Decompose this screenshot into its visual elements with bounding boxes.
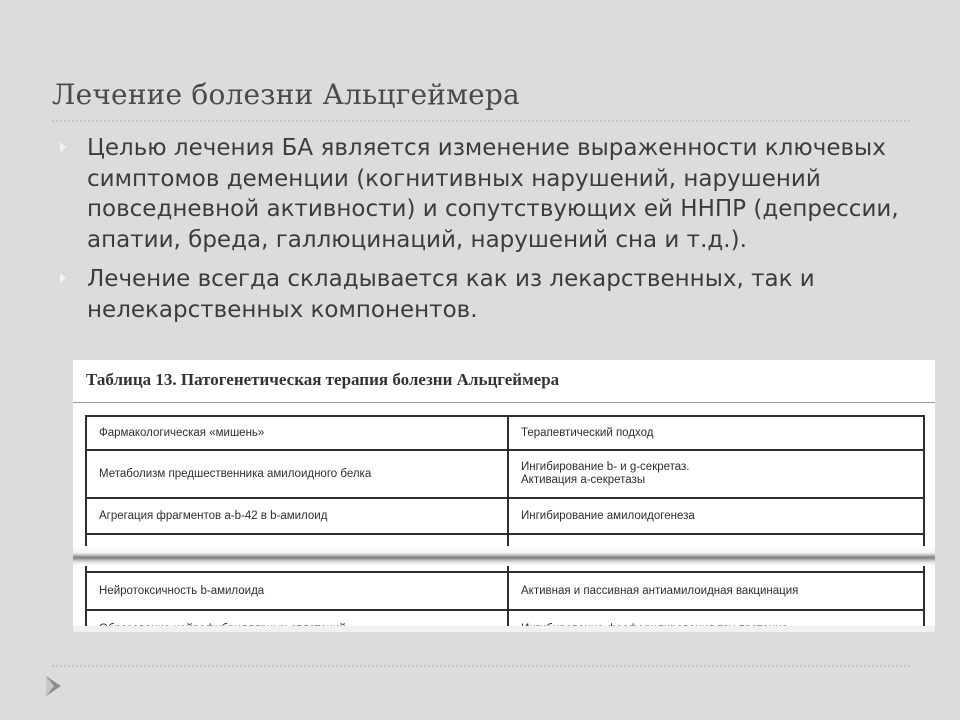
table-image	[73, 360, 935, 632]
cell-approach: Активная и пассивная антиамилоидная вакцинация	[508, 572, 924, 610]
cropped-text-strip	[73, 626, 935, 632]
caption-rule	[73, 402, 935, 403]
bullet-text: Лечение всегда складывается как из лекарственных, так и нелекарственных компонентов.	[87, 266, 815, 323]
title-divider	[52, 120, 910, 122]
bullet-text: Целью лечения БА является изменение выраженности ключевых симптомов деменции (когнитивных нарушений, нарушений повседневной активности) и сопутствующих ей ННПР (депрессии, апатии, бреда, галлюцинаций, нарушений сна и т.д.).	[87, 135, 899, 253]
page-fold-shadow	[73, 546, 935, 566]
cell-approach: Ингибирование амилоидогенеза	[508, 498, 924, 534]
bullet-triangle-icon	[60, 273, 66, 283]
footer-divider	[52, 665, 910, 667]
therapy-table	[85, 415, 925, 632]
cell-approach-line: Ингибирование b- и g-секретаз.	[521, 461, 690, 473]
table-row	[86, 572, 924, 610]
next-slide-triangle-shade	[46, 676, 54, 696]
table-row	[86, 498, 924, 534]
cell-approach	[508, 450, 924, 498]
cell-target: Метаболизм предшественника амилоидного белка	[86, 450, 508, 498]
header-cell-target: Фармакологическая «мишень»	[86, 416, 508, 450]
bullet-item	[60, 264, 910, 325]
bullet-item	[60, 133, 910, 255]
cell-target: Нейротоксичность b-амилоида	[86, 572, 508, 610]
cell-approach-line: Активация a-секретазы	[521, 474, 646, 486]
cell-target: Агрегация фрагментов a-b-42 в b-амилоид	[86, 498, 508, 534]
bullet-triangle-icon	[60, 142, 66, 152]
header-cell-approach: Терапевтический подход	[508, 416, 924, 450]
table-row	[86, 450, 924, 498]
slide-title: Лечение болезни Альцгеймера	[52, 78, 520, 111]
table-caption: Таблица 13. Патогенетическая терапия болезни Альцгеймера	[86, 370, 560, 389]
table-header-row	[86, 416, 924, 450]
bullet-list	[60, 133, 910, 334]
